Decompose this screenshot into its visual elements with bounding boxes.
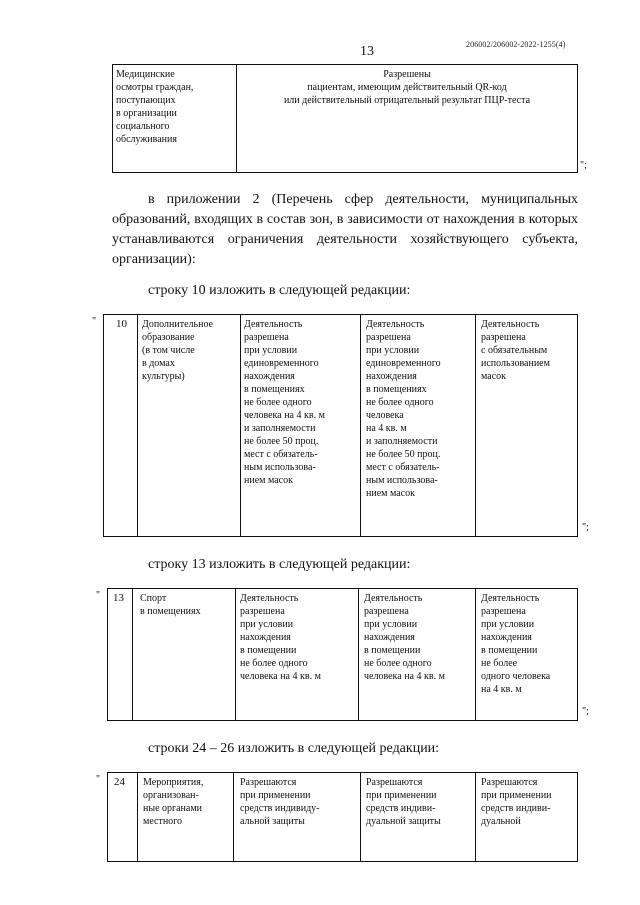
row-24-col-1: Разрешаются при применении средств индивиду- альной защиты xyxy=(240,777,320,827)
row-10-col-2: Деятельность разрешена при условии единовременного нахождения в помещениях не более одного человека на 4 кв. м и заполняемости не более 50 проц. мест с обязатель- ным использова- нием масок xyxy=(366,319,441,499)
row-24-number: 24 xyxy=(114,776,125,788)
row-10-number: 10 xyxy=(116,318,127,330)
row-13-close-mark: "; xyxy=(582,706,589,717)
heading-row-10: строку 10 изложить в следующей редакции: xyxy=(148,283,411,298)
top-table-rule: Разрешены пациентам, имеющим действительный QR-код или действительный отрицательный результат ПЦР-теста xyxy=(283,69,531,106)
row-13-open-mark: " xyxy=(96,590,101,601)
row-24-open-mark: " xyxy=(96,774,101,785)
row-13-number: 13 xyxy=(113,592,124,604)
row-10-col-3: Деятельность разрешена с обязательным использованием масок xyxy=(481,319,550,382)
row-13-col-3: Деятельность разрешена при условии нахождения в помещении не более одного человека на 4 кв. м xyxy=(481,593,551,695)
row-10-close-mark: "; xyxy=(582,522,589,533)
row-10-activity: Дополнительное образование (в том числе в домах культуры) xyxy=(142,319,214,382)
heading-row-13: строку 13 изложить в следующей редакции: xyxy=(148,557,411,572)
row-13-activity: Спорт в помещениях xyxy=(140,593,201,617)
top-table-activity: Медицинские осмотры граждан, поступающих в организации социального обслуживания xyxy=(116,69,194,145)
row-10-open-mark: " xyxy=(92,316,97,327)
page-number: 13 xyxy=(360,44,374,59)
top-table-close-mark: "; xyxy=(580,160,587,171)
row-10-col-1: Деятельность разрешена при условии единовременного нахождения в помещениях не более одного человека на 4 кв. м и заполняемости не более 50 проц. мест с обязатель- ным использова- нием масок xyxy=(244,319,325,486)
row-24-activity: Мероприятия, организован- ные органами местного xyxy=(143,777,204,827)
row-13-col-1: Деятельность разрешена при условии нахождения в помещении не более одного человека на 4 кв. м xyxy=(240,593,321,682)
heading-rows-24-26: строки 24 – 26 изложить в следующей редакции: xyxy=(148,741,440,756)
row-24-col-2: Разрешаются при применении средств индиви- дуальной защиты xyxy=(366,777,441,827)
intro-paragraph: в приложении 2 (Перечень сфер деятельности, муниципальных образований, входящих в состав зон, в зависимости от нахождения в которых устанавливаются ограничения деятельности хозяйствующего субъекта, организации): xyxy=(112,192,578,267)
row-24-col-3: Разрешаются при применении средств индиви- дуальной xyxy=(481,777,552,827)
document-id: 206002/206002-2022-1255(4) xyxy=(466,40,566,49)
row-13-col-2: Деятельность разрешена при условии нахождения в помещении не более одного человека на 4 кв. м xyxy=(364,593,445,682)
